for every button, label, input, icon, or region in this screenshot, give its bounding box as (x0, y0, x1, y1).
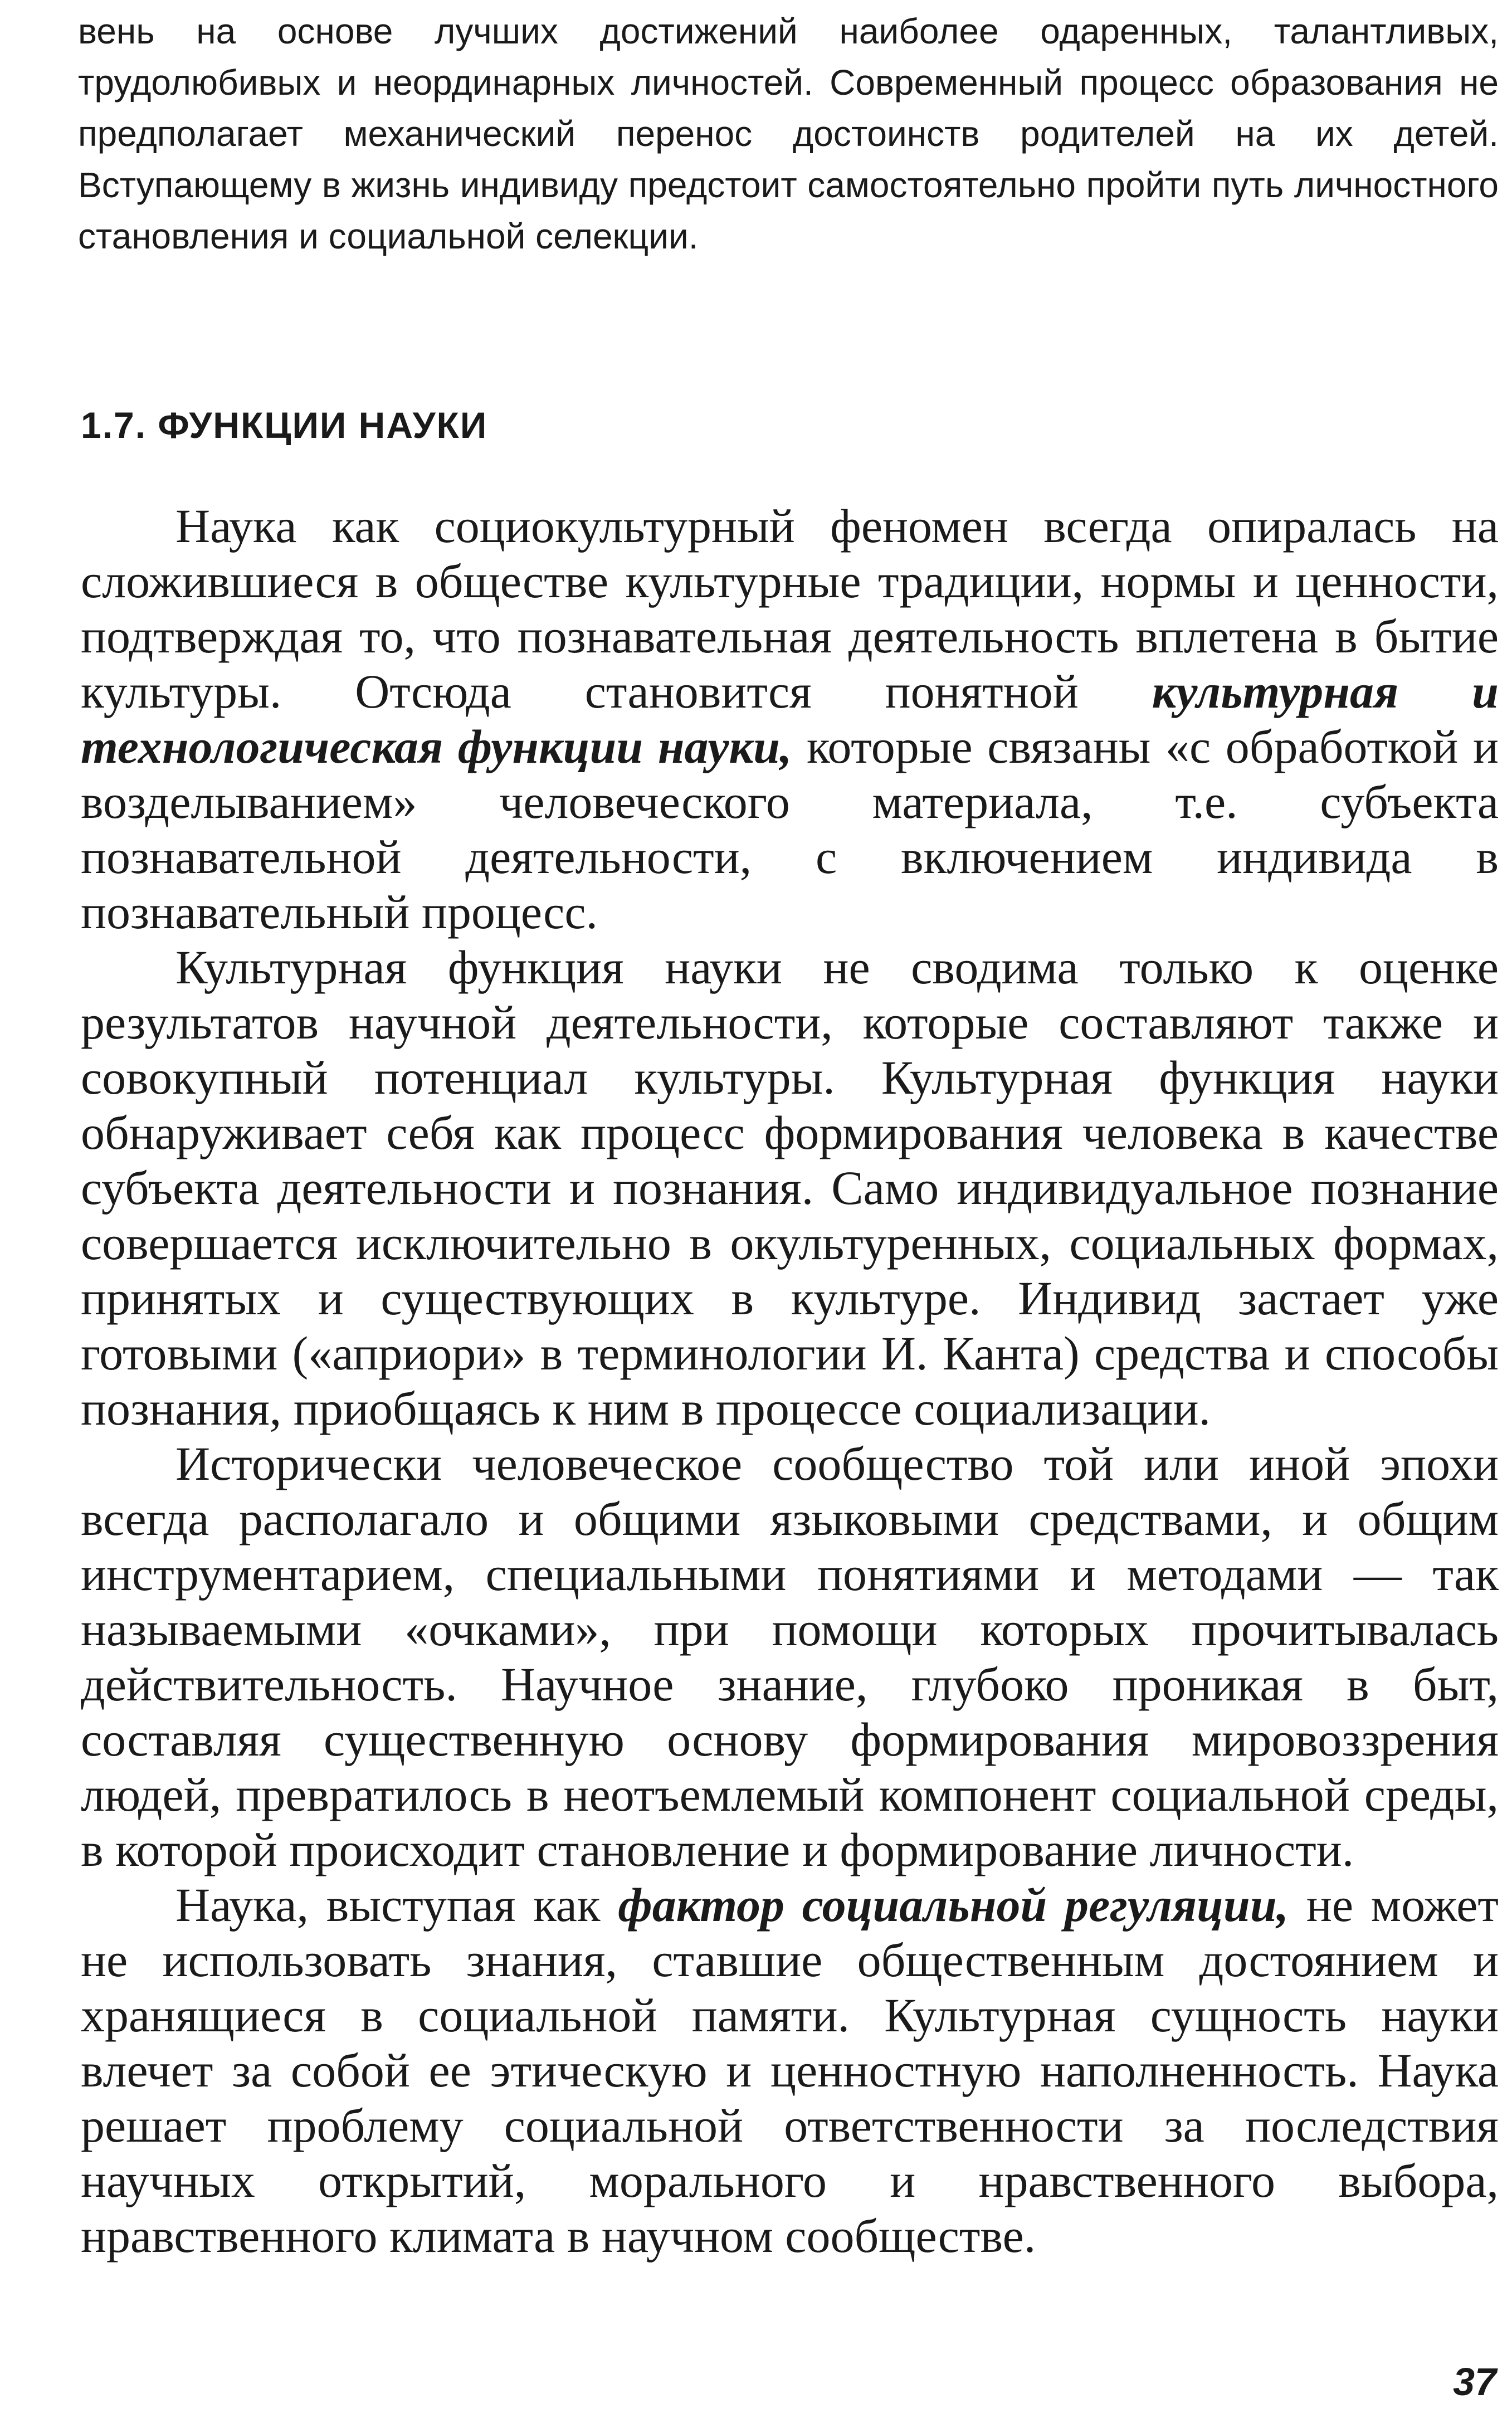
page-number: 37 (1453, 2360, 1496, 2403)
continued-paragraph: вень на основе лучших достижений наиболее одаренных, талантливых, трудолюбивых и неординарных личностей. Современный процесс образования не предполагает механический перенос достоинств родителей на их детей. Вступающему в жизнь индивиду предстоит самостоятельно пройти путь личностного становления и социальной селекции. (78, 11, 1499, 256)
paragraph-3: Исторически человеческое сообщество той или иной эпохи всегда располагало и общими языковыми средствами, и общим инструментарием, специальными понятиями и методами — так называемыми «очками», при помощи которых прочитывалась действительность. Научное знание, глубоко проникая в быт, составляя существенную основу формирования мировоззрения людей, превратилось в неотъемлемый компонент социальной среды, в которой происходит становление и формирование личности. (81, 1437, 1499, 1876)
paragraph-2: Культурная функция науки не сводима только к оценке результатов научной деятельности, которые составляют также и совокупный потенциал культуры. Культурная функция науки обнаруживает себя как процесс формирования человека в качестве субъекта деятельности и познания. Само индивидуальное познание совершается исключительно в окультуренных, социальных формах, принятых и существующих в культуре. Индивид застает уже готовыми («априори» в терминологии И. Канта) средства и способы познания, приобщаясь к ним в процессе социализации. (81, 940, 1499, 1435)
paragraph-4-text-b: не может не использовать знания, ставшие общественным достоянием и хранящиеся в социальной памяти. Культурная сущность науки влечет за собой ее этическую и ценностную наполненность. Наука решает проблему социальной ответственности за последствия научных открытий, морального и нравственного выбора, нравственного климата в научном сообществе. (81, 1878, 1499, 2263)
paragraph-1-text-a: Наука как социокультурный феномен всегда опиралась на сложившиеся в обществе культурные традиции, нормы и ценности, подтверждая то, что познавательная деятельность вплетена в бытие культуры. Отсюда становится понятной (81, 499, 1499, 718)
paragraph-1 (81, 499, 1499, 940)
section-body (81, 499, 1499, 2264)
paragraph-4-emphasis: фактор социальной регуляции, (618, 1878, 1289, 1932)
paragraph-1-text-b: которые связаны «с обработкой и возделыванием» человеческого материала, т.е. субъекта познавательной деятельности, с включением индивида в познавательный процесс. (81, 720, 1499, 939)
paragraph-4-text-a: Наука, выступая как (175, 1878, 618, 1932)
section-heading: 1.7. ФУНКЦИИ НАУКИ (81, 404, 488, 446)
paragraph-4 (81, 1878, 1499, 2264)
paragraph-1-emphasis: культурная и технологическая функции науки, (81, 665, 1499, 773)
